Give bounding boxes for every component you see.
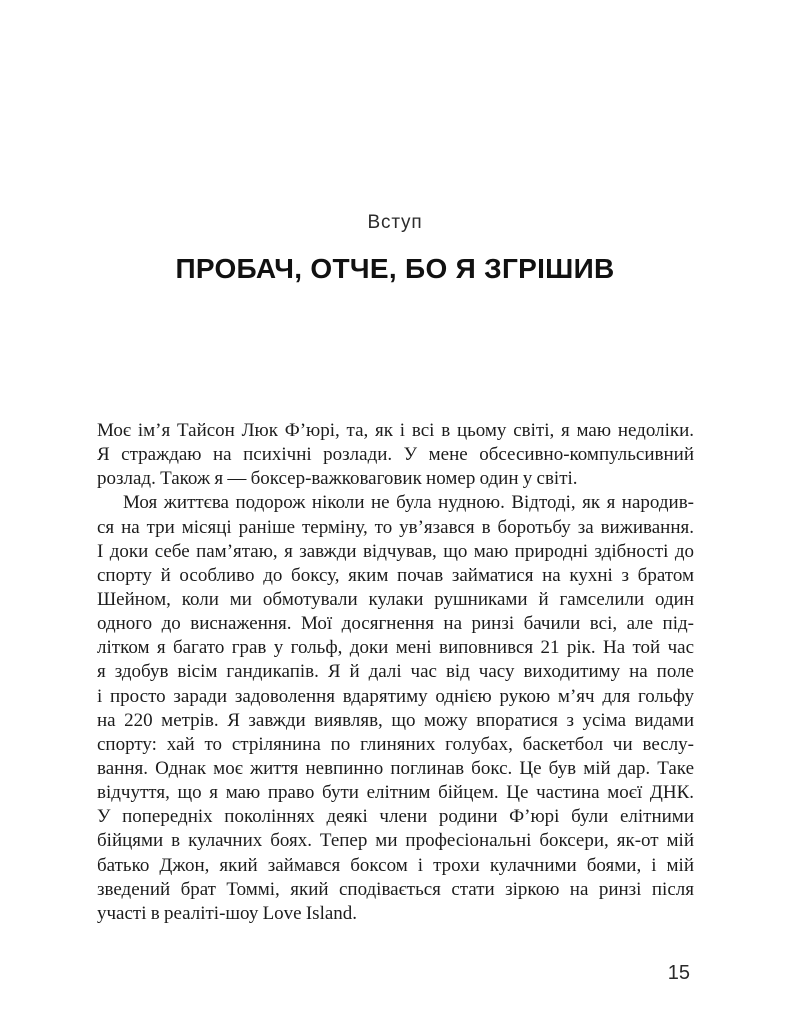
text-line: і просто заради задоволення вдарятиму однією рукою м’яч для гольфу xyxy=(97,685,694,707)
text-line: розлад. Також я — боксер-важковаговик номер один у світі. xyxy=(97,468,578,490)
section-kicker: Вступ xyxy=(367,212,423,233)
text-line: бійцями в кулачних боях. Тепер ми професіональні боксери, як-от мій xyxy=(97,830,694,852)
text-line: ся на три місяці раніше терміну, то ув’язався в боротьбу за виживання. xyxy=(97,516,694,538)
text-line: У попередніх поколіннях деякі члени родини Ф’юрі були елітними xyxy=(97,806,694,828)
text-line: я здобув вісім гандикапів. Я й далі час від часу виходитиму на поле xyxy=(97,661,694,683)
text-line: участі в реаліті-шоу Love Island. xyxy=(97,902,358,924)
text-line: одного до виснаження. Мої досягнення на ринзі бачили всі, але під- xyxy=(97,613,694,635)
text-line: спорту: хай то стрілянина по глиняних голубах, баскетбол чи веслу- xyxy=(97,733,694,755)
text-line: Моя життєва подорож ніколи не була нудною. Відтоді, як я народив- xyxy=(123,492,694,514)
text-line: Шейном, коли ми обмотували кулаки рушниками й гамселили один xyxy=(97,588,694,610)
text-line: на 220 метрів. Я завжди виявляв, що можу впоратися з усіма видами xyxy=(97,709,694,731)
text-line: І доки себе пам’ятаю, я завжди відчував, що маю природні здібності до xyxy=(97,540,694,562)
body-text xyxy=(97,419,694,926)
chapter-title: ПРОБАЧ, ОТЧЕ, БО Я ЗГРІШИВ xyxy=(175,253,615,284)
text-line: спорту й особливо до боксу, яким почав займатися на кухні з братом xyxy=(97,564,694,586)
page-number: 15 xyxy=(667,962,690,984)
text-line: Я страждаю на психічні розлади. У мене обсесивно-компульсивний xyxy=(97,444,694,466)
text-line: вання. Однак моє життя невпинно поглинав бокс. Це був мій дар. Таке xyxy=(97,757,694,779)
text-line: зведений брат Томмі, який сподівається стати зіркою на ринзі після xyxy=(97,878,694,900)
text-line: батько Джон, який займався боксом і трохи кулачними боями, і мій xyxy=(97,854,694,876)
text-line: літком я багато грав у гольф, доки мені виповнився 21 рік. На той час xyxy=(97,637,694,659)
text-line: Моє ім’я Тайсон Люк Ф’юрі, та, як і всі в цьому світі, я маю недоліки. xyxy=(97,420,694,441)
text-line: відчуття, що я маю право бути елітним бійцем. Це частина моєї ДНК. xyxy=(97,782,694,804)
